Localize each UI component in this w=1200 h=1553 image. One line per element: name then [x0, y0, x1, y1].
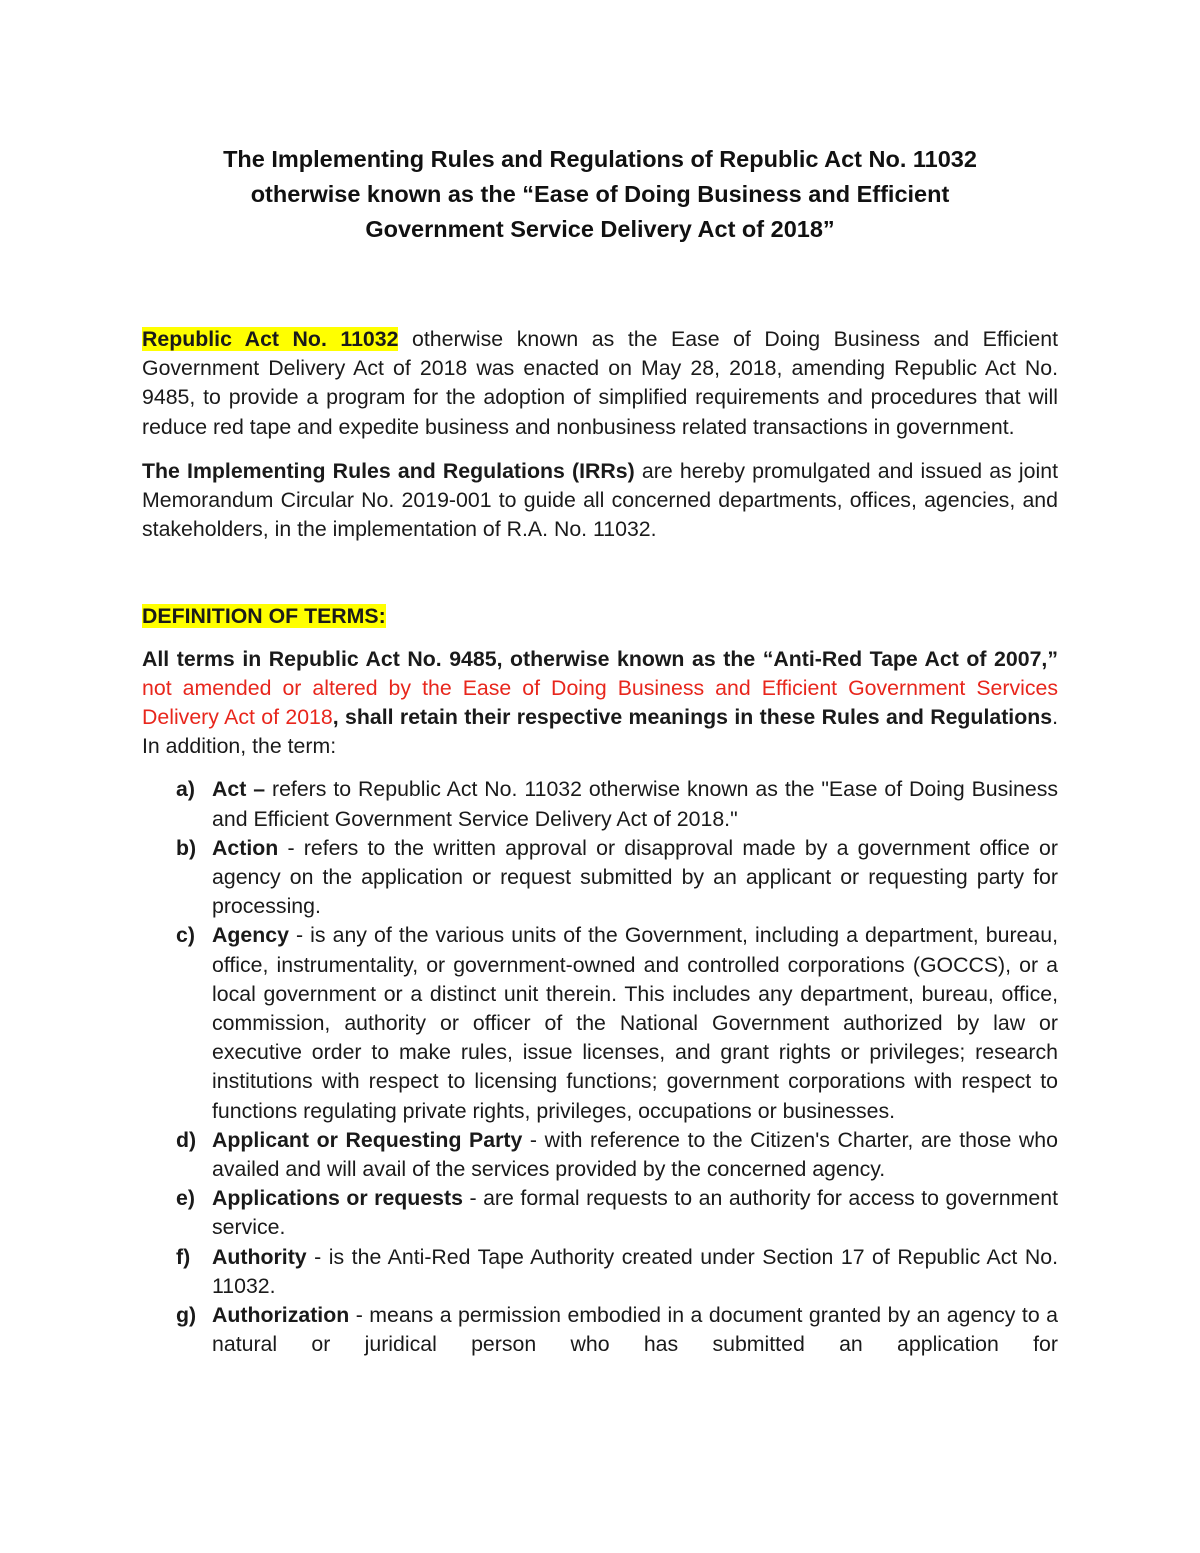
- intro-lead-highlight: Republic Act No. 11032: [142, 327, 399, 351]
- term-definition: - is the Anti-Red Tape Authority created under Section 17 of Republic Act No. 11032.: [212, 1244, 1058, 1298]
- list-marker: a): [176, 777, 195, 802]
- list-marker: e): [176, 1186, 195, 1211]
- definitions-intro-bold-2: , shall retain their respective meanings in these Rules and Regulations: [332, 705, 1053, 730]
- term-name: Authority: [212, 1244, 307, 1269]
- intro-paragraph: [142, 325, 1058, 442]
- irr-text: are hereby promulgated and issued as joint Memorandum Circular No. 2019-001 to guide all concerned departments, offices, agencies, and stakeholders, in the implementation of R.A. No. 11032.: [142, 458, 1058, 542]
- term-definition: - is any of the various units of the Government, including a department, bureau, office, instrumentality, or government-owned and controlled corporations (GOCCS), or a local government or a distinct unit therein. This includes any department, bureau, office, commission, authority or officer of the National Government authorized by law or executive order to make rules, issue licenses, and grant rights or privileges; research institutions with respect to licensing functions; government corporations with respect to functions regulating private rights, privileges, occupations or businesses.: [212, 923, 1058, 1123]
- term-definition: - with reference to the Citizen's Charter, are those who availed and will avail of the services provided by the concerned agency.: [212, 1127, 1058, 1182]
- list-marker: d): [176, 1127, 197, 1152]
- term-definition: - means a permission embodied in a document granted by an agency to a natural or juridical person who has submitted an application for: [212, 1303, 1058, 1357]
- list-item: [142, 1184, 1058, 1242]
- definitions-intro-bold-1: All terms in Republic Act No. 9485, otherwise known as the “Anti-Red Tape Act of 2007,”: [142, 646, 1058, 671]
- list-item: [142, 775, 1058, 833]
- title-line-3: Government Service Delivery Act of 2018”: [365, 216, 835, 242]
- list-item: [142, 1126, 1058, 1184]
- term-definition: - refers to the written approval or disapproval made by a government office or agency on the application or request submitted by an applicant or requesting party for processing.: [212, 835, 1058, 919]
- definitions-intro-tail: . In addition, the term:: [142, 705, 1058, 759]
- term-name: Authorization: [212, 1303, 350, 1328]
- definitions-heading: [142, 602, 1058, 631]
- irr-paragraph: [142, 457, 1058, 545]
- intro-text: otherwise known as the Ease of Doing Business and Efficient Government Delivery Act of 2018 was enacted on May 28, 2018, amending Republic Act No. 9485, to provide a program for the adoption of simplified requirements and procedures that will reduce red tape and expedite business and nonbusiness related transactions in government.: [142, 327, 1058, 439]
- term-definition: refers to Republic Act No. 11032 otherwise known as the "Ease of Doing Business and Efficient Government Service Delivery Act of 2018.": [212, 777, 1059, 831]
- list-marker: g): [176, 1303, 197, 1328]
- term-definition: - are formal requests to an authority for access to government service.: [212, 1186, 1058, 1240]
- definitions-heading-highlight: DEFINITION OF TERMS:: [142, 604, 386, 629]
- irr-lead: The Implementing Rules and Regulations (IRRs): [142, 458, 635, 483]
- term-name: Act –: [212, 777, 266, 802]
- list-item: [142, 921, 1058, 1125]
- term-name: Applications or requests: [212, 1186, 463, 1211]
- title-line-1: The Implementing Rules and Regulations of Republic Act No. 11032: [223, 146, 977, 172]
- term-name: Action: [212, 835, 279, 860]
- term-name: Applicant or Requesting Party: [212, 1127, 523, 1152]
- title-line-2: otherwise known as the “Ease of Doing Business and Efficient: [250, 181, 950, 207]
- list-item: [142, 1301, 1058, 1359]
- term-name: Agency: [212, 923, 289, 948]
- definitions-intro: [142, 645, 1058, 762]
- list-marker: b): [176, 835, 197, 860]
- list-marker: f): [176, 1244, 191, 1269]
- list-item: [142, 1243, 1058, 1301]
- list-marker: c): [176, 923, 195, 948]
- document-page: [142, 142, 1058, 1360]
- definitions-intro-red: not amended or altered by the Ease of Doing Business and Efficient Government Services Delivery Act of 2018: [142, 675, 1058, 730]
- terms-list: [142, 775, 1058, 1359]
- document-title: [142, 142, 1058, 247]
- list-item: [142, 834, 1058, 922]
